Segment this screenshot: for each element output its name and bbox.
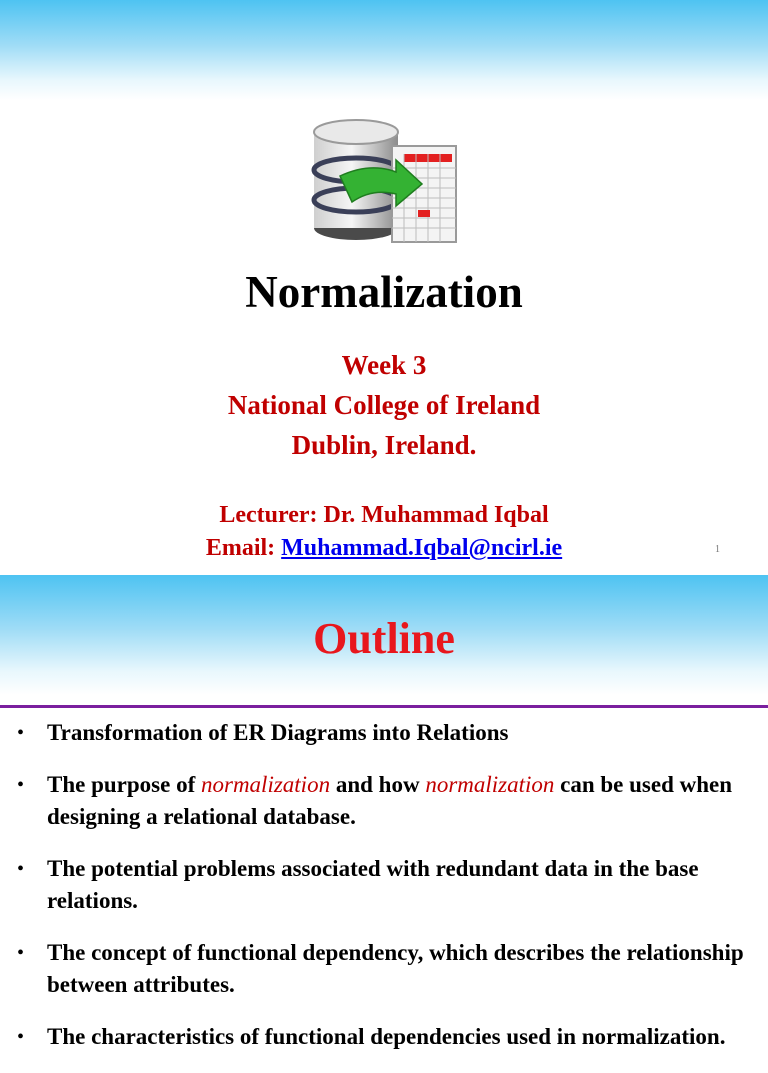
city-name: Dublin, Ireland. xyxy=(291,430,477,460)
bullet-icon: • xyxy=(17,858,25,880)
title-divider xyxy=(0,705,768,708)
week-label: Week 3 xyxy=(341,350,427,380)
list-item xyxy=(0,717,768,749)
email-link[interactable]: Muhammad.Iqbal@ncirl.ie xyxy=(281,535,563,561)
sky-gradient-header xyxy=(0,0,768,100)
list-item xyxy=(0,1021,768,1053)
list-item xyxy=(0,937,768,1001)
college-name: National College of Ireland xyxy=(227,390,541,420)
outline-slide xyxy=(0,575,768,1049)
outline-list xyxy=(0,717,768,1073)
list-item xyxy=(0,853,768,917)
bullet-icon: • xyxy=(17,774,25,796)
bullet-text: The potential problems associated with redundant data in the base relations. xyxy=(47,856,699,913)
bullet-text-part: can be used when designing a relational database. xyxy=(47,772,733,829)
bullet-text: Transformation of ER Diagrams into Relations xyxy=(47,720,509,745)
emphasis-term: normalization xyxy=(425,772,555,797)
bullet-text: The characteristics of functional dependencies used in normalization. xyxy=(47,1024,726,1049)
list-item xyxy=(0,769,768,833)
bullet-icon: • xyxy=(17,722,25,744)
slide-title: Normalization xyxy=(245,267,523,317)
bullet-text: The concept of functional dependency, which describes the relationship between attributes. xyxy=(47,940,744,997)
page-number: 1 xyxy=(715,544,720,555)
bullet-text-part: and how xyxy=(330,772,426,797)
lecturer-name: Lecturer: Dr. Muhammad Iqbal xyxy=(219,502,549,528)
database-to-table-icon xyxy=(300,110,472,250)
bullet-icon: • xyxy=(17,1026,25,1048)
bullet-text-part: The purpose of xyxy=(47,772,201,797)
emphasis-term: normalization xyxy=(201,772,331,797)
email-label: Email: xyxy=(205,535,282,561)
email-line xyxy=(0,535,768,562)
bullet-icon: • xyxy=(17,942,25,964)
outline-title: Outline xyxy=(313,614,455,663)
